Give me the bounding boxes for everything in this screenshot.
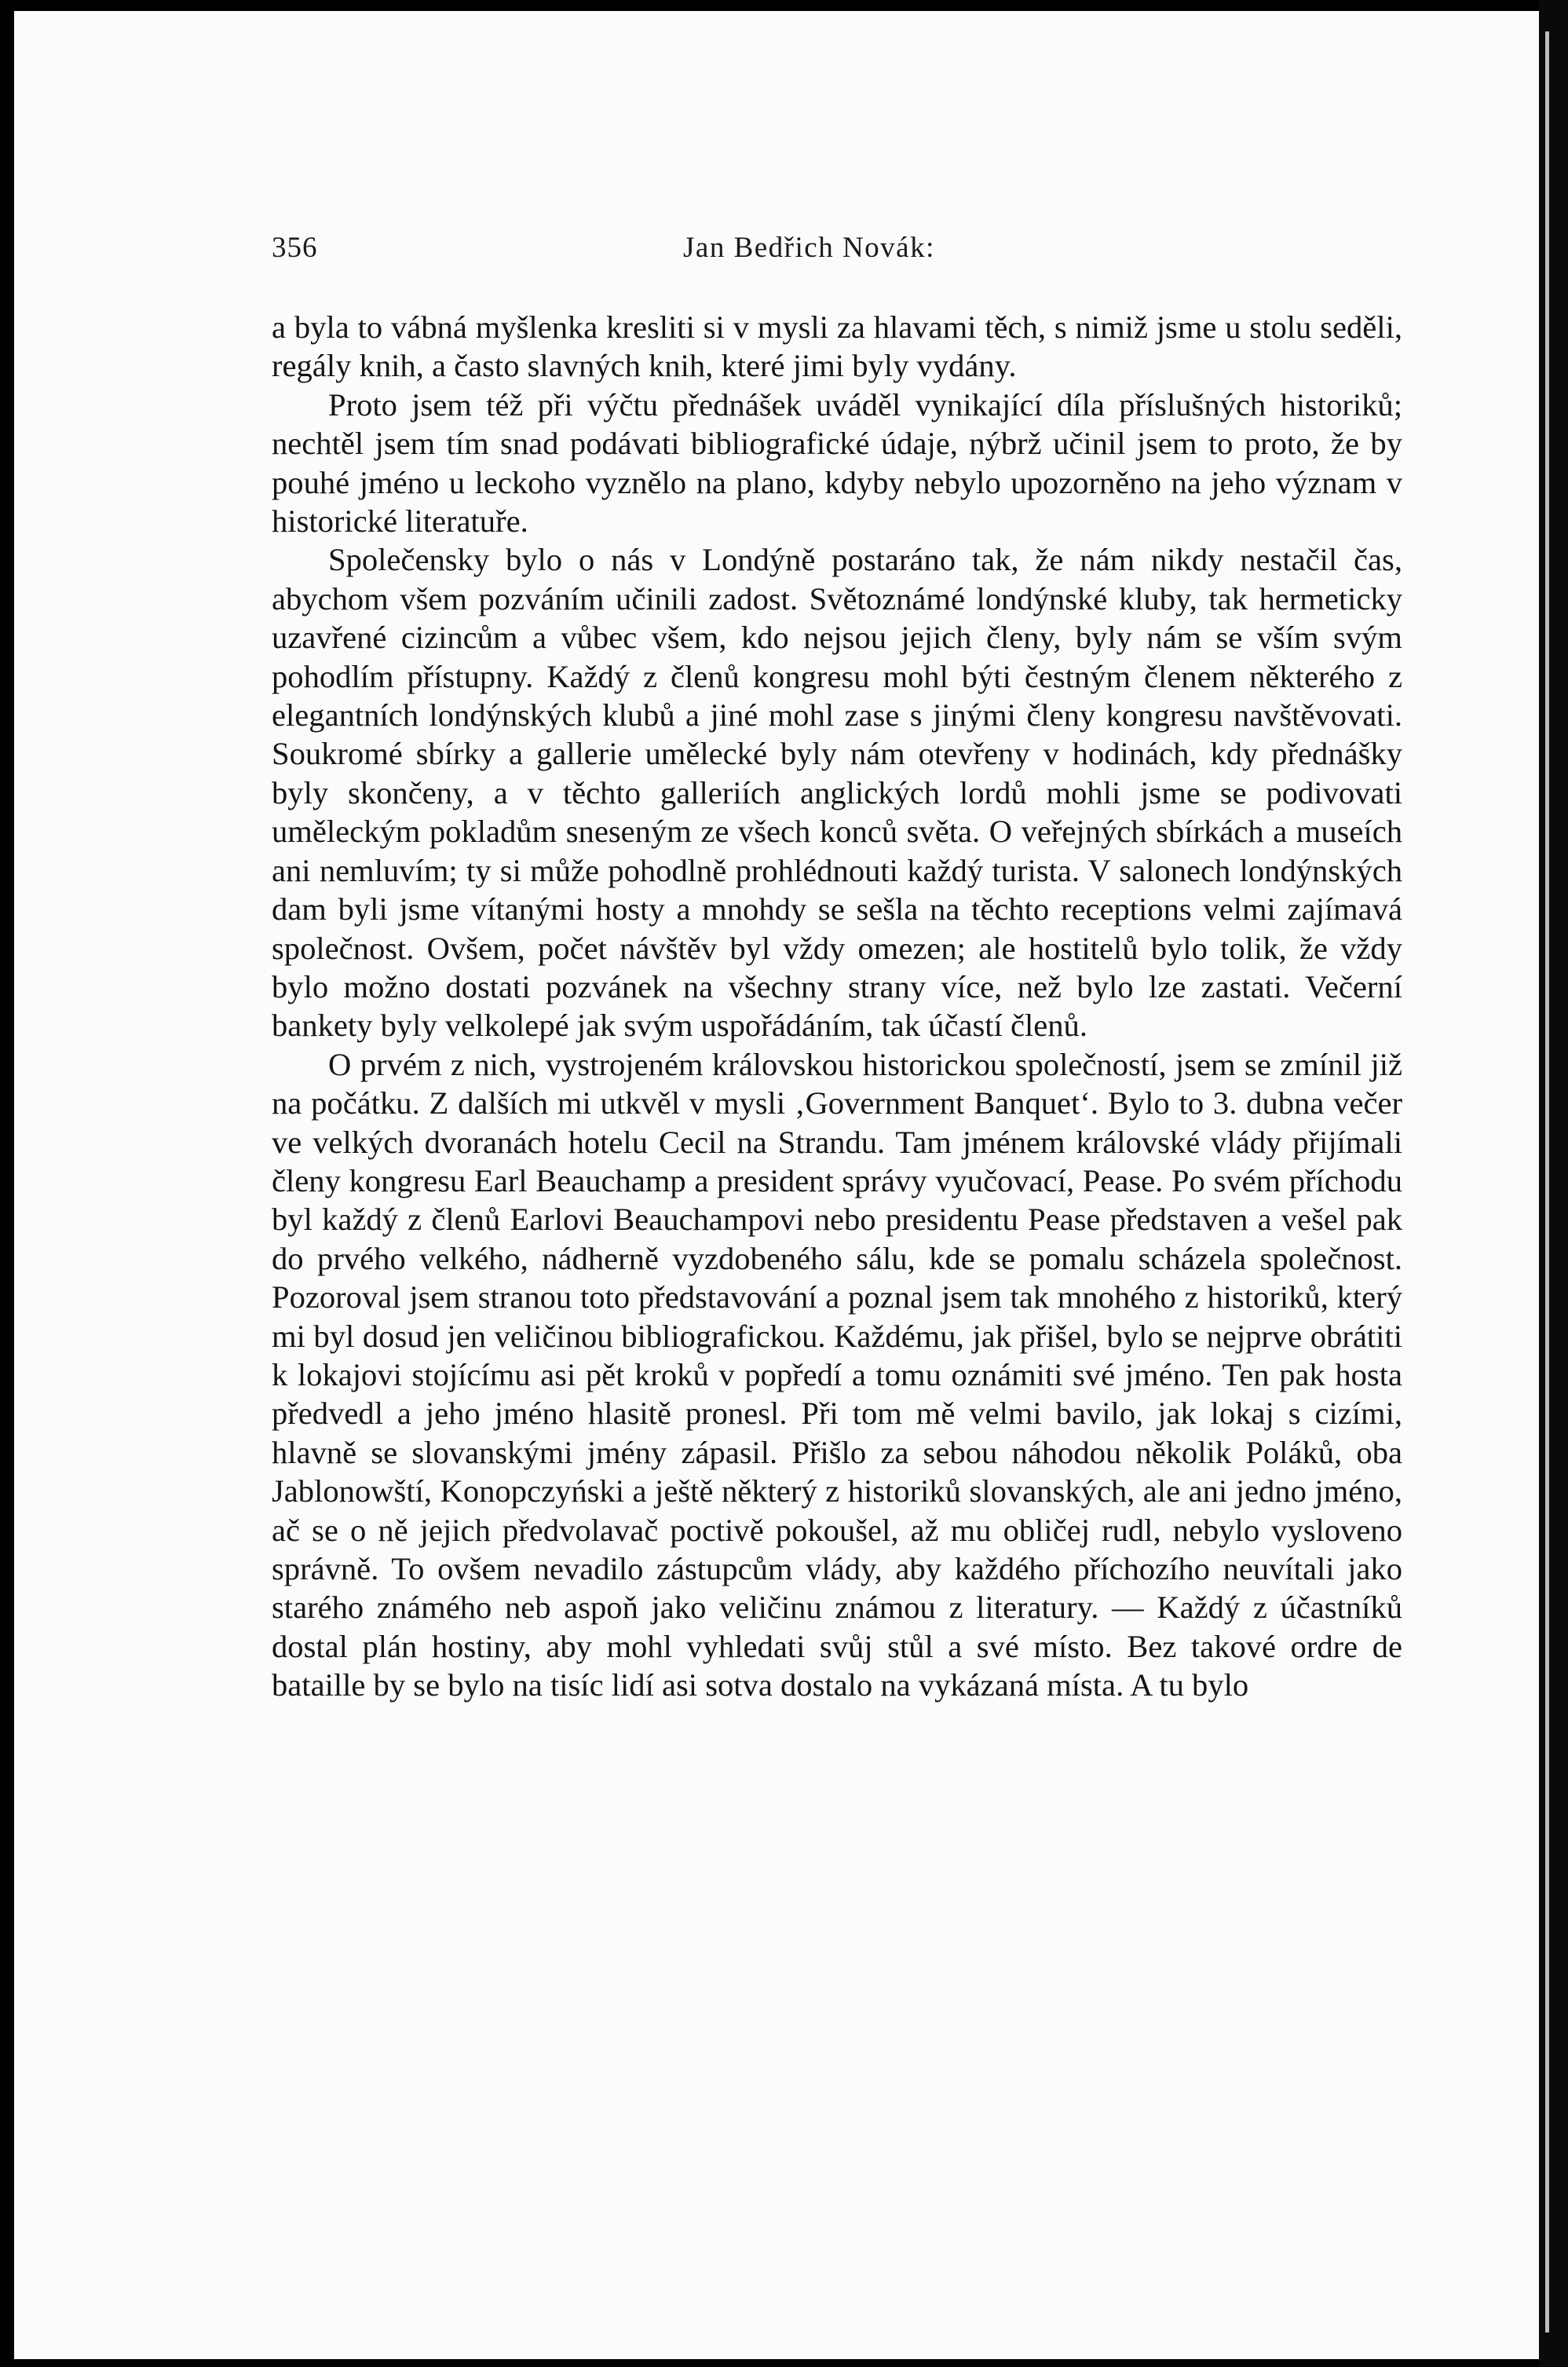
paragraph-continuation: a byla to vábná myšlenka kresliti si v mysli za hlavami těch, s nimiž jsme u stolu seděli, regály knih, a často slavných knih, které jimi byly vydány. — [272, 309, 1402, 384]
paragraph-social-life: Společensky bylo o nás v Londýně postaráno tak, že nám nikdy nestačil čas, abychom všem pozváním učinili zadost. Světoznámé londýnské kluby, tak hermeticky uzavřené cizincům a vůbec všem, kdo nejsou jejich členy, byly nám se vším svým pohodlím přístupny. Každý z členů kongresu mohl býti čestným členem některého z elegantních londýnských klubů a jiné mohl zase s jinými členy kongresu navštěvovati. Soukromé sbírky a gallerie umělecké byly nám otevřeny v hodinách, kdy přednášky byly skončeny, a v těchto galleriích anglických lordů mohli jsme se podivovati uměleckým pokladům sneseným ze všech konců světa. O veřejných sbírkách a museích ani nemluvím; ty si může pohodlně prohlédnouti každý turista. V salonech londýnských dam byli jsme vítanými hosty a mnohdy se sešla na těchto receptions velmi zajímavá společnost. Ovšem, počet návštěv byl vždy omezen; ale hostitelů bylo tolik, že vždy bylo možno dostati pozvánek na všechny strany více, než bylo lze zastati. Večerní bankety byly velkolepé jak svým uspořádáním, tak účastí členů. — [272, 542, 1402, 1044]
scan-edge — [1539, 0, 1568, 2367]
page-header — [259, 223, 1413, 286]
paragraph-government-banquet: O prvém z nich, vystrojeném královskou historickou společností, jsem se zmínil již na počátku. Z dalších mi utkvěl v mysli ‚Government Banquet‘. Bylo to 3. dubna večer ve velkých dvoranách hotelu Cecil na Strandu. Tam jménem královské vlády přijímali členy kongresu Earl Beauchamp a president správy vyučovací, Pease. Po svém příchodu byl každý z členů Earlovi Beauchampovi nebo presidentu Pease představen a vešel pak do prvého velkého, nádherně vyzdobeného sálu, kde se pomalu scházela společnost. Pozoroval jsem stranou toto představování a poznal jsem tak mnohého z historiků, který mi byl dosud jen veličinou bibliografickou. Každému, jak přišel, bylo se nejprve obrátiti k lokajovi stojícímu asi pět kroků v popředí a tomu oznámiti své jméno. Ten pak hosta předvedl a jeho jméno hlasitě pronesl. Při tom mě velmi bavilo, jak lokaj s cizími, hlavně se slovanskými jmény zápasil. Přišlo za sebou náhodou několik Poláků, oba Jablonowští, Konopczyński a ještě některý z historiků slovanských, ale ani jedno jméno, ač se o ně jejich předvolavač poctivě pokoušel, až mu obličej rudl, nebylo vysloveno správně. To ovšem nevadilo zástupcům vlády, aby každého příchozího neuvítali jako starého známého neb aspoň jako veličinu známou z literatury. — Každý z účastníků dostal plán hostiny, aby mohl vyhledati svůj stůl a své místo. Bez takové ordre de bataille by se bylo na tisíc lidí asi sotva dostalo na vykázaná místa. A tu bylo — [272, 1046, 1402, 1703]
book-page — [14, 11, 1539, 2359]
body-text — [272, 308, 1402, 1705]
page-number: 356 — [272, 232, 318, 264]
paragraph-bibliography: Proto jsem též při výčtu přednášek uváděl vynikající díla příslušných historiků; nechtěl jsem tím snad podávati bibliografické údaje, nýbrž učinil jsem to proto, že by pouhé jméno u leckoho vyznělo na plano, kdyby nebylo upozorněno na jeho význam v historické literatuře. — [272, 386, 1402, 540]
running-head: Jan Bedřich Novák: — [683, 232, 935, 264]
